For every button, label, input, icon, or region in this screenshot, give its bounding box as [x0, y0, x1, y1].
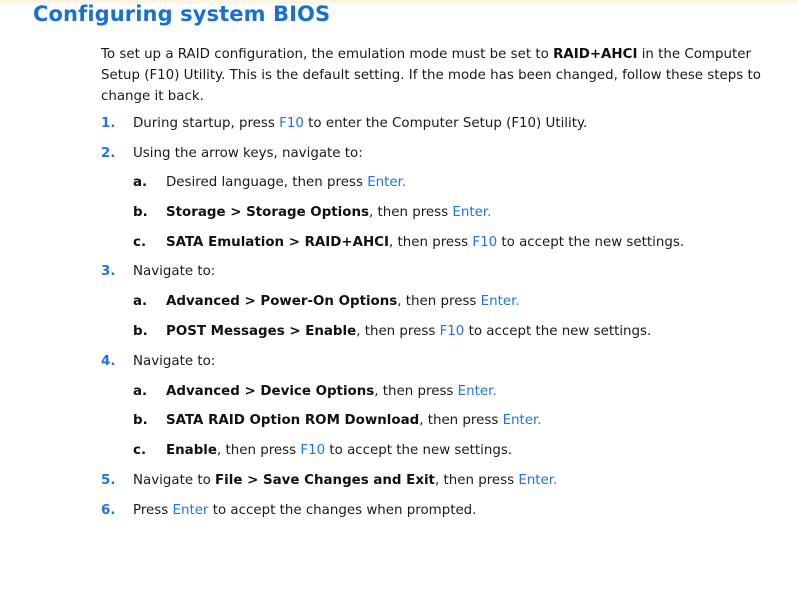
substep-letter: a. [133, 175, 148, 190]
substep-text [166, 323, 651, 341]
menu-path: File > Save Changes and Exit [215, 473, 435, 488]
substep-text-part: , then press [419, 413, 503, 428]
step-number: 2. [101, 146, 116, 161]
step-number: 5. [101, 473, 116, 488]
step-text: Navigate to: [133, 264, 216, 279]
step-number: 6. [101, 503, 116, 518]
key-f10: F10 [472, 235, 498, 250]
intro-text-1: To set up a RAID configuration, the emulation mode must be set to [101, 47, 554, 62]
key-enter: Enter. [457, 384, 497, 399]
menu-path: SATA RAID Option ROM Download [166, 413, 420, 428]
substep-letter: c. [133, 443, 147, 458]
substep-letter: b. [133, 413, 148, 428]
key-f10: F10 [439, 324, 465, 339]
substep-text [166, 234, 684, 252]
substep-text-part: Desired language, then press [166, 175, 368, 190]
step-text-part: During startup, press [133, 116, 280, 131]
step-text-part: Navigate to [133, 473, 216, 488]
menu-path: SATA Emulation > RAID+AHCI [166, 235, 389, 250]
substep-text [166, 442, 512, 460]
key-enter: Enter. [480, 294, 520, 309]
key-enter: Enter. [502, 413, 542, 428]
menu-path: Enable [166, 443, 217, 458]
substep-text-part: , then press [388, 235, 473, 250]
step-number: 1. [101, 116, 116, 131]
step-number: 3. [101, 264, 116, 279]
substep-text [166, 383, 497, 401]
substep-letter: b. [133, 205, 148, 220]
menu-path: Advanced > Device Options [166, 384, 375, 399]
step-text: Navigate to: [133, 354, 216, 369]
key-enter: Enter. [518, 473, 558, 488]
step-text-part: to accept the changes when prompted. [208, 503, 477, 518]
intro-paragraph [101, 44, 791, 107]
menu-path: Advanced > Power-On Options [166, 294, 398, 309]
step-text-part: , then press [434, 473, 519, 488]
substep-letter: a. [133, 294, 148, 309]
menu-path: Storage > Storage Options [166, 205, 369, 220]
substep-text-part: to accept the new settings. [497, 235, 685, 250]
menu-path: POST Messages > Enable [166, 324, 357, 339]
step-text [133, 502, 476, 520]
intro-mode: RAID+AHCI [553, 47, 638, 62]
step-text [133, 115, 587, 133]
key-f10: F10 [300, 443, 326, 458]
substep-text-part: , then press [368, 205, 453, 220]
substep-text-part: to accept the new settings. [464, 324, 652, 339]
step-text-part: to enter the Computer Setup (F10) Utility. [303, 116, 588, 131]
substep-letter: c. [133, 235, 147, 250]
substep-text [166, 412, 542, 430]
substep-text-part: , then press [374, 384, 458, 399]
step-number: 4. [101, 354, 116, 369]
key-f10: F10 [279, 116, 304, 131]
substep-text-part: , then press [397, 294, 481, 309]
step-text: Using the arrow keys, navigate to: [133, 146, 363, 161]
page-title: Configuring system BIOS [33, 2, 331, 26]
key-enter: Enter. [452, 205, 492, 220]
substep-text-part: , then press [356, 324, 440, 339]
key-enter: Enter [172, 503, 209, 518]
step-text-part: Press [133, 503, 173, 518]
substep-letter: b. [133, 324, 148, 339]
substep-text [166, 293, 520, 311]
substep-letter: a. [133, 384, 148, 399]
substep-text [166, 174, 406, 192]
step-text [133, 472, 557, 490]
key-enter: Enter. [367, 175, 407, 190]
substep-text [166, 204, 491, 222]
intro-text-2: in the Computer Setup (F10) Utility. This is the default setting. If the mode has been changed, follow these steps to change it back. [101, 47, 761, 104]
substep-text-part: , then press [216, 443, 301, 458]
substep-text-part: to accept the new settings. [325, 443, 513, 458]
